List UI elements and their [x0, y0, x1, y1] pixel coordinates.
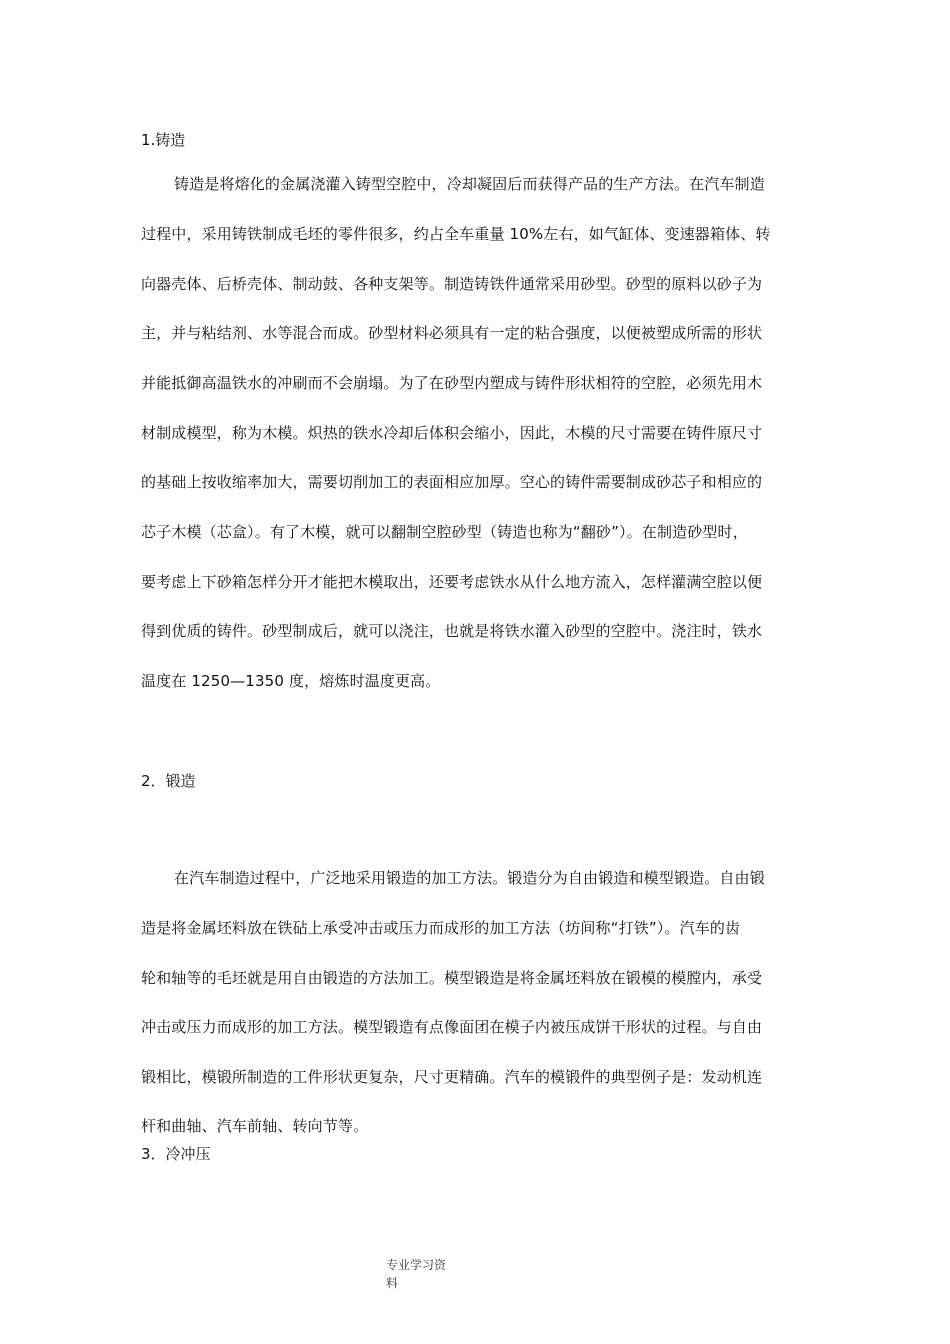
paragraph-line: 温度在 1250—1350 度，熔炼时温度更高。 [141, 672, 441, 690]
paragraph-line: 锻相比，模锻所制造的工件形状更复杂，尺寸更精确。汽车的模锻件的典型例子是：发动机连 [141, 1068, 763, 1086]
paragraph-line: 材制成模型，称为木模。炽热的铁水冷却后体积会缩小，因此，木模的尺寸需要在铸件原尺寸 [141, 424, 763, 442]
paragraph-line: 得到优质的铸件。砂型制成后，就可以浇注，也就是将铁水灌入砂型的空腔中。浇注时，铁水 [141, 622, 763, 640]
paragraph-line: 冲击或压力而成形的加工方法。模型锻造有点像面团在模子内被压成饼干形状的过程。与自由 [141, 1018, 763, 1036]
paragraph-line: 在汽车制造过程中，广泛地采用锻造的加工方法。锻造分为自由锻造和模型锻造。自由锻 [174, 869, 765, 887]
paragraph-line: 主，并与粘结剂、水等混合而成。砂型材料必须具有一定的粘合强度，以便被塑成所需的形状 [141, 324, 763, 342]
paragraph-line: 的基础上按收缩率加大，需要切削加工的表面相应加厚。空心的铸件需要制成砂芯子和相应的 [141, 473, 763, 491]
section-heading-casting: 1.铸造 [141, 131, 186, 149]
paragraph-line: 向器壳体、后桥壳体、制动鼓、各种支架等。制造铸铁件通常采用砂型。砂型的原料以砂子为 [141, 275, 763, 293]
page-footer [386, 1256, 466, 1292]
paragraph-line: 芯子木模（芯盒）。有了木模，就可以翻制空腔砂型（铸造也称为“翻砂”）。在制造砂型时， [141, 523, 748, 541]
paragraph-line: 杆和曲轴、汽车前轴、转向节等。 [141, 1117, 369, 1135]
paragraph-line: 造是将金属坯料放在铁砧上承受冲击或压力而成形的加工方法（坊间称“打铁”）。汽车的齿 [141, 919, 741, 937]
footer-line: 料 [386, 1276, 399, 1290]
footer-line: 专业学习资 [386, 1258, 447, 1272]
section-heading-cold-stamping: 3．冷冲压 [141, 1145, 211, 1163]
paragraph-line: 要考虑上下砂箱怎样分开才能把木模取出，还要考虑铁水从什么地方流入，怎样灌满空腔以便 [141, 573, 763, 591]
paragraph-line: 过程中，采用铸铁制成毛坯的零件很多，约占全车重量 10%左右，如气缸体、变速器箱体、转 [141, 225, 771, 243]
paragraph-line: 并能抵御高温铁水的冲刷而不会崩塌。为了在砂型内塑成与铸件形状相符的空腔，必须先用木 [141, 374, 763, 392]
paragraph-line: 铸造是将熔化的金属浇灌入铸型空腔中，冷却凝固后而获得产品的生产方法。在汽车制造 [174, 175, 765, 193]
paragraph-line: 轮和轴等的毛坯就是用自由锻造的方法加工。模型锻造是将金属坯料放在锻模的模膛内，承受 [141, 969, 763, 987]
section-heading-forging: 2．锻造 [141, 772, 196, 790]
